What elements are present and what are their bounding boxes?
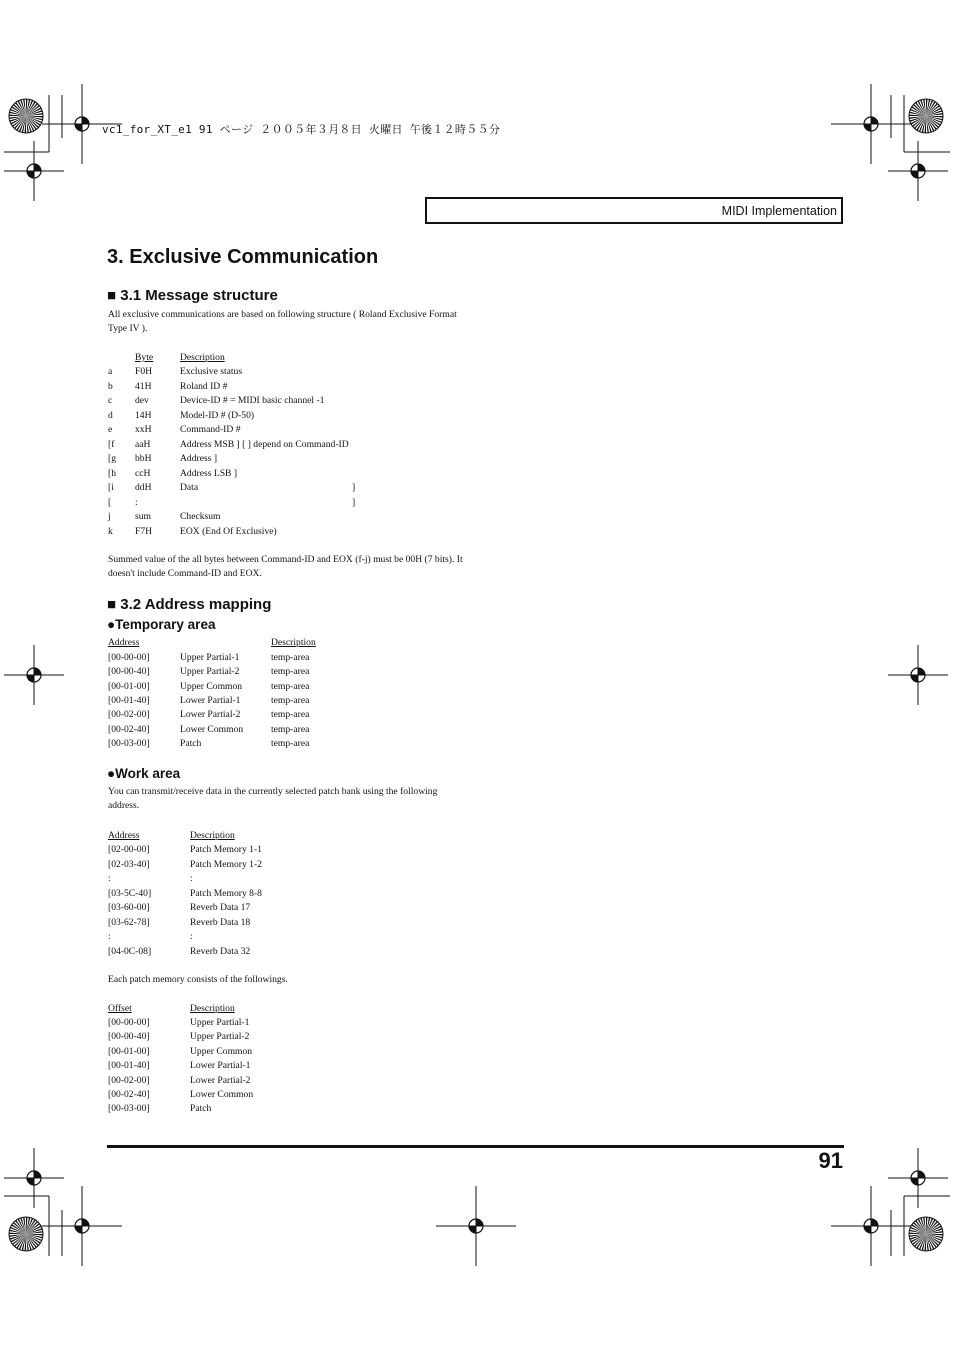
page-title: 3. Exclusive Communication: [107, 246, 379, 268]
work-row-description: Reverb Data 17: [190, 902, 251, 913]
offset-row-offset: [00-03-00]: [108, 1103, 150, 1115]
byte-row-bracket: ]: [352, 482, 356, 493]
offset-row-description: Upper Common: [190, 1045, 253, 1057]
temp-row-address: [00-02-00]: [108, 709, 150, 721]
section-heading-message-structure: ■ 3.1 Message structure: [107, 287, 278, 304]
work-row-description: Patch Memory 1-1: [190, 844, 262, 855]
registration-star-bottom-left: [9, 1217, 43, 1251]
work-row-description: :: [190, 931, 193, 942]
offset-row-description: Lower Partial-2: [190, 1074, 251, 1086]
temp-row-address: [00-01-00]: [108, 680, 150, 692]
byte-row-value: sum: [135, 511, 151, 522]
byte-row-description: Model-ID # (D-50): [180, 409, 255, 421]
byte-row-id: k: [108, 525, 113, 537]
work-row-address: [04-0C-08]: [108, 945, 152, 957]
offset-row-offset: [00-01-40]: [108, 1060, 150, 1072]
byte-row-id: b: [108, 380, 113, 392]
offset-row-offset: [00-00-40]: [108, 1031, 150, 1043]
temp-row-address: [00-03-00]: [108, 737, 150, 749]
offset-row-offset: [00-02-40]: [108, 1089, 150, 1100]
byte-row-id: [g: [108, 453, 116, 464]
footer-rule: [107, 1145, 844, 1148]
byte-row-id: a: [108, 366, 113, 377]
byte-row-id: [h: [108, 467, 116, 479]
work-row-address: [03-60-00]: [108, 902, 150, 913]
temp-row-name: Patch: [180, 737, 202, 749]
work-row-address: :: [108, 931, 111, 942]
byte-row-value: F7H: [135, 525, 153, 537]
subheading-temporary-area: ●Temporary area: [107, 617, 216, 632]
work-row-description: Reverb Data 32: [190, 945, 251, 957]
byte-row-description: EOX (End Of Exclusive): [180, 525, 277, 537]
byte-row-id: e: [108, 424, 113, 435]
byte-row-value: aaH: [135, 438, 151, 450]
column-header-description: Description: [180, 352, 225, 363]
offset-row-description: Upper Partial-2: [190, 1031, 250, 1043]
byte-row-id: d: [108, 409, 113, 421]
work-area-intro: You can transmit/receive data in the currently selected patch bank using the following address.: [108, 786, 438, 811]
byte-row-description: Address LSB ]: [180, 467, 238, 479]
byte-row-id: c: [108, 395, 113, 406]
running-header: [425, 197, 843, 224]
offset-row-offset: [00-00-00]: [108, 1017, 150, 1028]
temp-row-description: temp-area: [271, 723, 310, 735]
work-row-address: [02-03-40]: [108, 858, 150, 870]
byte-row-id: [f: [108, 438, 115, 450]
byte-row-value: bbH: [135, 453, 152, 464]
registration-star-top-left: [9, 99, 43, 133]
registration-star-top-right: [909, 99, 943, 133]
byte-row-value: 14H: [135, 409, 152, 421]
temp-row-name: Upper Partial-2: [180, 666, 240, 678]
column-header-description: Description: [190, 1003, 235, 1014]
byte-row-value: 41H: [135, 380, 152, 392]
column-header-address: Address: [108, 637, 140, 648]
temp-row-description: temp-area: [271, 709, 310, 721]
message-structure-intro: All exclusive communications are based on following structure ( Roland Exclusive Format Type IV ).: [108, 309, 457, 334]
temp-row-name: Lower Partial-2: [180, 709, 241, 721]
work-row-description: Patch Memory 8-8: [190, 887, 262, 899]
column-header-description: Description: [190, 830, 235, 841]
byte-row-description: Data: [180, 482, 199, 493]
work-row-address: [03-62-78]: [108, 916, 150, 928]
running-header-label: MIDI Implementation: [721, 204, 837, 218]
temp-row-description: temp-area: [271, 737, 310, 749]
temp-row-description: temp-area: [271, 680, 310, 692]
temp-row-address: [00-00-40]: [108, 666, 150, 678]
byte-row-value: dev: [135, 395, 149, 406]
byte-row-id: [: [108, 496, 112, 508]
work-row-address: [02-00-00]: [108, 844, 150, 855]
byte-row-value: F0H: [135, 366, 153, 377]
column-header-address: Address: [108, 830, 140, 841]
work-row-description: :: [190, 873, 193, 884]
temp-row-address: [00-00-00]: [108, 652, 150, 663]
work-row-description: Reverb Data 18: [190, 916, 251, 928]
byte-row-value: :: [135, 496, 138, 508]
byte-row-description: Device-ID # = MIDI basic channel -1: [180, 395, 325, 406]
byte-row-value: xxH: [135, 424, 152, 435]
byte-row-description: Roland ID #: [180, 380, 228, 392]
temp-row-name: Lower Partial-1: [180, 694, 241, 706]
offset-row-offset: [00-02-00]: [108, 1074, 150, 1086]
temp-row-description: temp-area: [271, 694, 310, 706]
page-number: 91: [818, 1148, 843, 1173]
checksum-note: Summed value of the all bytes between Command-ID and EOX (f-j) must be 00H (7 bits). It doesn't include Command-ID and EOX.: [108, 554, 463, 579]
registration-star-bottom-right: [909, 1217, 943, 1251]
offset-row-offset: [00-01-00]: [108, 1045, 150, 1057]
byte-row-description: Command-ID #: [180, 424, 241, 435]
subheading-work-area: ●Work area: [107, 766, 181, 781]
byte-row-value: ddH: [135, 482, 152, 493]
column-header-byte: Byte: [135, 352, 154, 363]
temp-row-name: Upper Partial-1: [180, 652, 240, 663]
patch-memory-note: Each patch memory consists of the followings.: [108, 974, 288, 985]
byte-row-id: j: [108, 511, 111, 522]
byte-row-value: ccH: [135, 467, 151, 479]
print-job-header: vc1_for_XT_e1 91 ページ ２００５年３月８日 火曜日 午後１２時５５分: [102, 123, 501, 136]
temp-row-description: temp-area: [271, 652, 310, 663]
byte-row-bracket: ]: [352, 496, 356, 508]
temp-row-name: Lower Common: [180, 723, 244, 735]
byte-row-id: [i: [108, 482, 114, 493]
section-heading-address-mapping: ■ 3.2 Address mapping: [107, 596, 272, 613]
work-row-address: :: [108, 873, 111, 884]
column-header-description: Description: [271, 637, 316, 648]
byte-row-description: Checksum: [180, 511, 221, 522]
byte-row-description: Address ]: [180, 453, 218, 464]
offset-row-description: Patch: [190, 1103, 212, 1115]
temp-row-description: temp-area: [271, 666, 310, 678]
byte-row-description: Address MSB ] [ ] depend on Command-ID: [180, 438, 349, 450]
work-row-description: Patch Memory 1-2: [190, 858, 262, 870]
offset-row-description: Lower Partial-1: [190, 1060, 251, 1072]
work-row-address: [03-5C-40]: [108, 887, 152, 899]
offset-row-description: Lower Common: [190, 1089, 254, 1100]
temp-row-name: Upper Common: [180, 680, 243, 692]
temp-row-address: [00-01-40]: [108, 694, 150, 706]
temp-row-address: [00-02-40]: [108, 723, 150, 735]
column-header-offset: Offset: [108, 1003, 132, 1014]
offset-row-description: Upper Partial-1: [190, 1017, 250, 1028]
byte-row-description: Exclusive status: [180, 366, 243, 377]
